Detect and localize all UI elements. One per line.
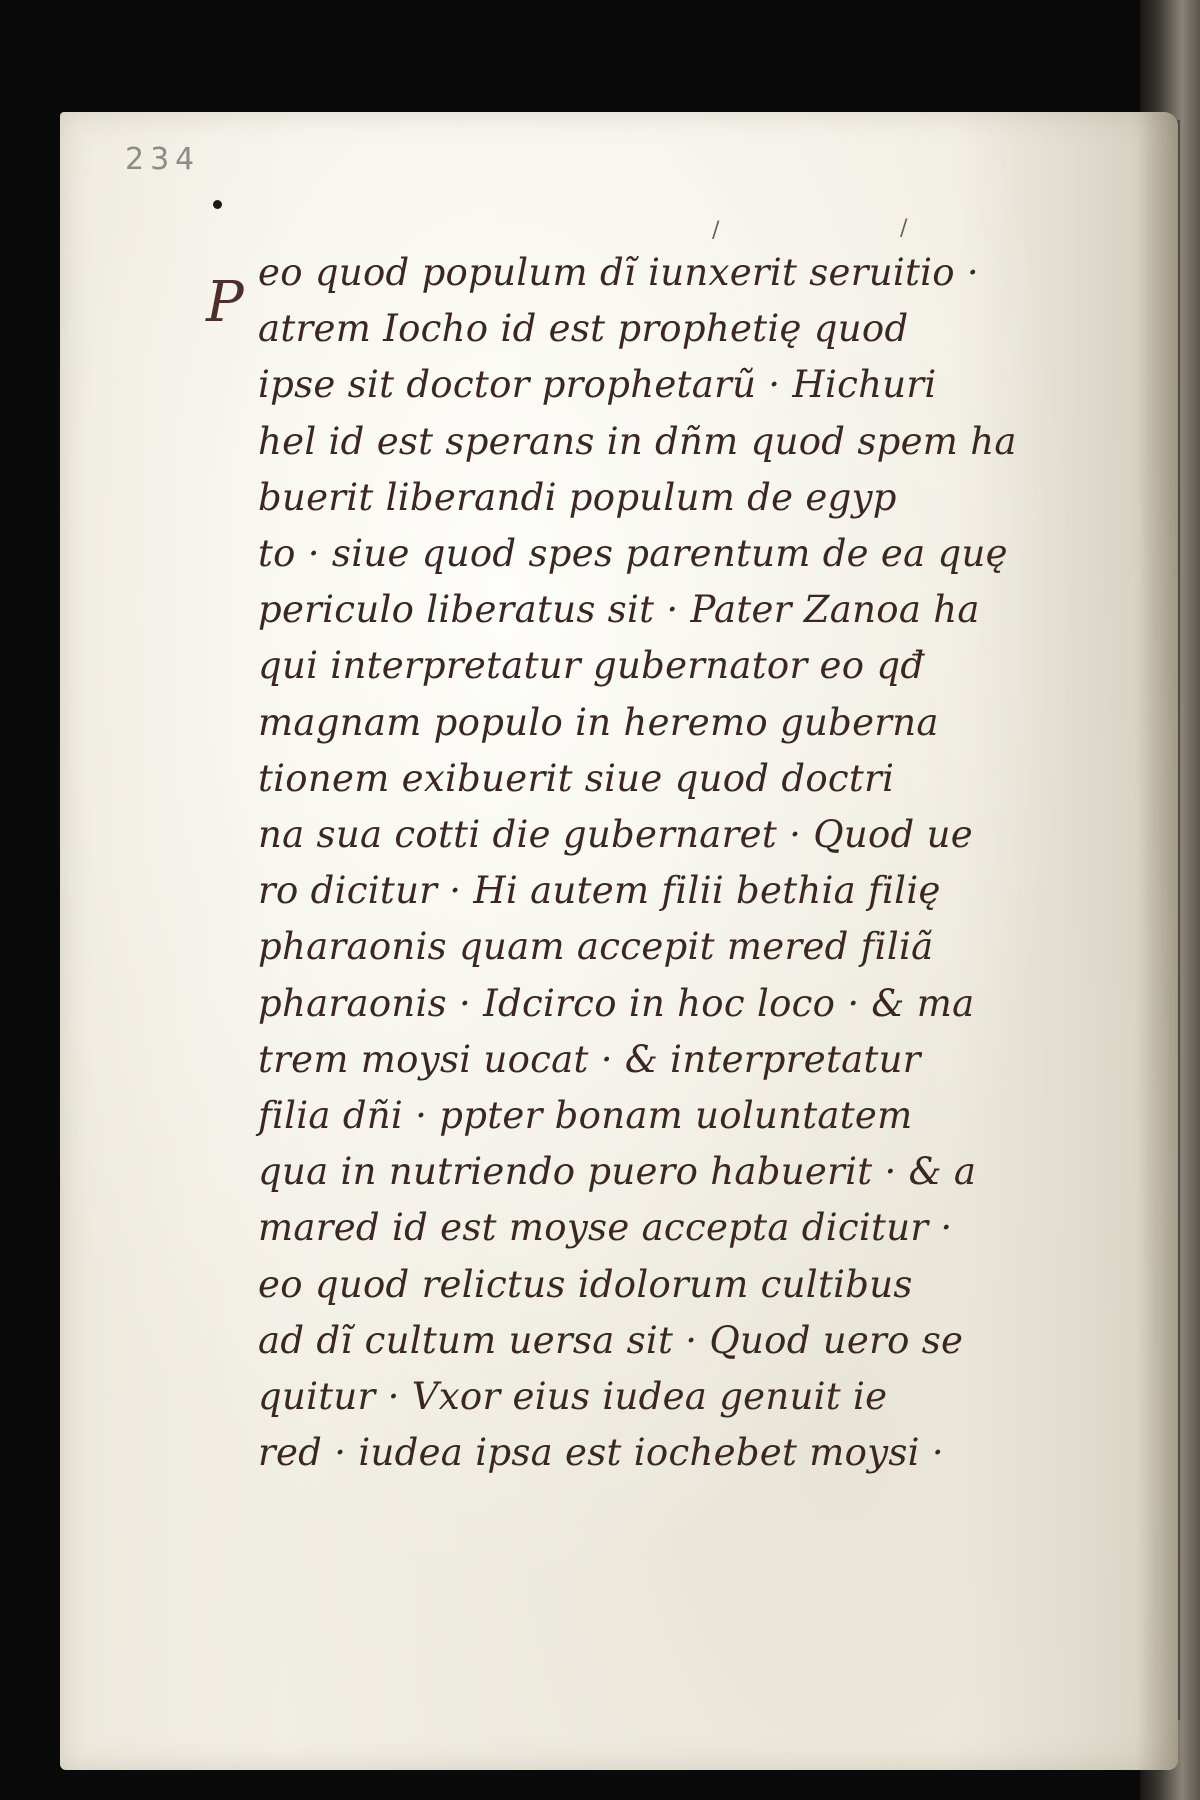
- text-line: magnam populo in heremo guberna: [258, 700, 939, 744]
- marginal-mark: /: [712, 218, 720, 243]
- text-line: red · iudea ipsa est iochebet moysi ·: [258, 1431, 944, 1475]
- initial-letter: P: [206, 270, 244, 335]
- text-line: na sua cotti die gubernaret · Quod ue: [258, 813, 973, 857]
- text-line: filia dñi · ppter bonam uoluntatem: [258, 1094, 913, 1138]
- text-line: tionem exibuerit siue quod doctri: [258, 756, 895, 800]
- text-line: qui interpretatur gubernator eo qđ: [258, 644, 925, 688]
- text-line: buerit liberandi populum de egyp: [258, 475, 897, 519]
- text-line: to · siue quod spes parentum de ea quę: [258, 532, 1008, 576]
- text-line: ad dĩ cultum uersa sit · Quod uero se: [258, 1318, 964, 1362]
- text-line: mared id est moyse accepta dicitur ·: [258, 1206, 953, 1250]
- ink-dot: [213, 200, 222, 209]
- text-line: quitur · Vxor eius iudea genuit ie: [258, 1375, 888, 1419]
- text-line: pharaonis quam accepit mered filiã: [258, 925, 934, 969]
- text-line: ipse sit doctor prophetarũ · Hichuri: [258, 363, 937, 407]
- text-line: trem moysi uocat · & interpretatur: [258, 1037, 921, 1081]
- manuscript-page: [60, 112, 1178, 1770]
- page-gutter: [1138, 112, 1178, 1770]
- text-line: eo quod relictus idolorum cultibus: [258, 1262, 913, 1306]
- marginal-mark: /: [900, 216, 908, 241]
- text-line: periculo liberatus sit · Pater Zanoa ha: [258, 588, 980, 632]
- folio-number: 234: [125, 142, 201, 177]
- text-line: hel id est sperans in dñm quod spem ha: [258, 419, 1017, 463]
- text-line: qua in nutriendo puero habuerit · & a: [258, 1150, 977, 1194]
- text-line: pharaonis · Idcirco in hoc loco · & ma: [258, 981, 975, 1025]
- text-line: eo quod populum dĩ iunxerit seruitio ·: [258, 251, 979, 294]
- text-line: atrem Iocho id est prophetię quod: [258, 307, 909, 351]
- text-line: ro dicitur · Hi autem filii bethia filię: [258, 869, 941, 913]
- text-block: [258, 245, 1138, 1481]
